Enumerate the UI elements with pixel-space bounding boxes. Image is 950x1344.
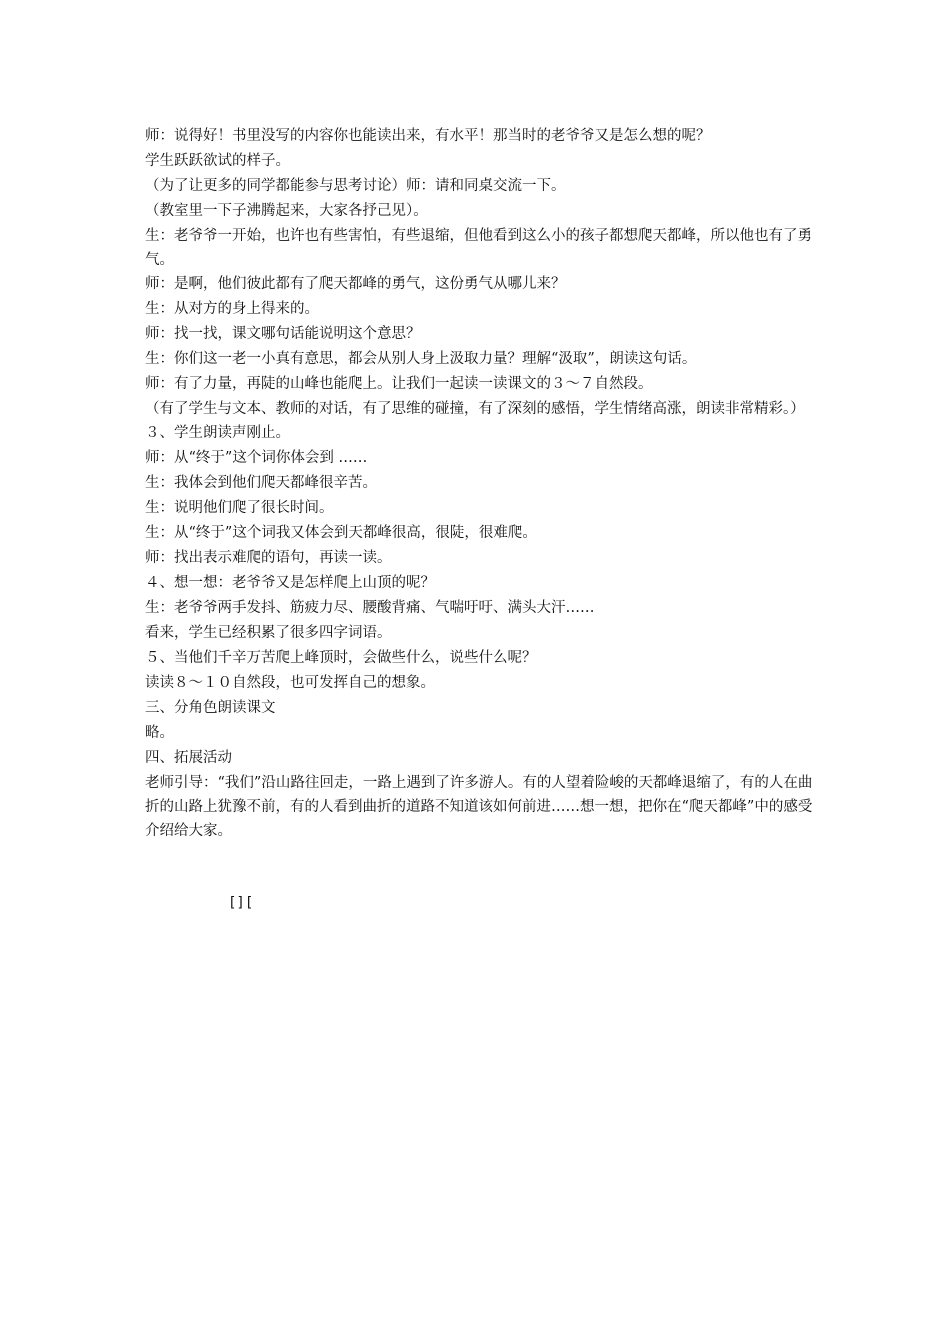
paragraph: 师：找一找，课文哪句话能说明这个意思？ bbox=[145, 326, 421, 342]
paragraph: 生：从“终于”这个词我又体会到天都峰很高，很陡，很难爬。 bbox=[145, 525, 537, 541]
paragraph: ３、学生朗读声刚止。 bbox=[145, 425, 290, 441]
paragraph: 生：从对方的身上得来的。 bbox=[145, 301, 319, 317]
paragraph: 略。 bbox=[145, 725, 174, 741]
document-body bbox=[145, 124, 815, 843]
paragraph: （有了学生与文本、教师的对话，有了思维的碰撞，有了深刻的感悟，学生情绪高涨，朗读非常精彩。） bbox=[145, 401, 805, 417]
paragraph: 老师引导：“我们”沿山路往回走，一路上遇到了许多游人。有的人望着险峻的天都峰退缩了，有的人在曲折的山路上犹豫不前，有的人看到曲折的道路不知道该如何前进……想一想，把你在“爬天都峰”中的感受介绍给大家。 bbox=[145, 775, 813, 839]
paragraph: 生：老爷爷两手发抖、筋疲力尽、腰酸背痛、气喘吁吁、满头大汗…… bbox=[145, 600, 595, 616]
paragraph: 师：找出表示难爬的语句，再读一读。 bbox=[145, 550, 392, 566]
section-heading: 三、分角色朗读课文 bbox=[145, 700, 276, 716]
paragraph: 生：老爷爷一开始，也许也有些害怕，有些退缩，但他看到这么小的孩子都想爬天都峰，所以他也有了勇气。 bbox=[145, 228, 812, 268]
paragraph: 生：你们这一老一小真有意思，都会从别人身上汲取力量？理解“汲取”，朗读这句话。 bbox=[145, 351, 697, 367]
paragraph: 看来，学生已经积累了很多四字词语。 bbox=[145, 625, 392, 641]
paragraph: （教室里一下子沸腾起来，大家各抒己见）。 bbox=[145, 203, 428, 219]
footer-mark: [][ bbox=[228, 895, 254, 911]
paragraph: ５、当他们千辛万苦爬上峰顶时，会做些什么，说些什么呢？ bbox=[145, 650, 537, 666]
paragraph: 师：从“终于”这个词你体会到 …… bbox=[145, 450, 368, 466]
section-heading: 四、拓展活动 bbox=[145, 750, 232, 766]
paragraph: 生：我体会到他们爬天都峰很辛苦。 bbox=[145, 475, 377, 491]
paragraph: 师：是啊，他们彼此都有了爬天都峰的勇气，这份勇气从哪儿来？ bbox=[145, 276, 566, 292]
paragraph: （为了让更多的同学都能参与思考讨论）师：请和同桌交流一下。 bbox=[145, 178, 566, 194]
paragraph: 生：说明他们爬了很长时间。 bbox=[145, 500, 334, 516]
paragraph: 师：有了力量，再陡的山峰也能爬上。让我们一起读一读课文的３～７自然段。 bbox=[145, 376, 653, 392]
paragraph: 师：说得好！书里没写的内容你也能读出来，有水平！那当时的老爷爷又是怎么想的呢？ bbox=[145, 128, 711, 144]
paragraph: ４、想一想：老爷爷又是怎样爬上山顶的呢？ bbox=[145, 575, 435, 591]
paragraph: 读读８～１０自然段，也可发挥自己的想象。 bbox=[145, 675, 435, 691]
paragraph: 学生跃跃欲试的样子。 bbox=[145, 153, 290, 169]
